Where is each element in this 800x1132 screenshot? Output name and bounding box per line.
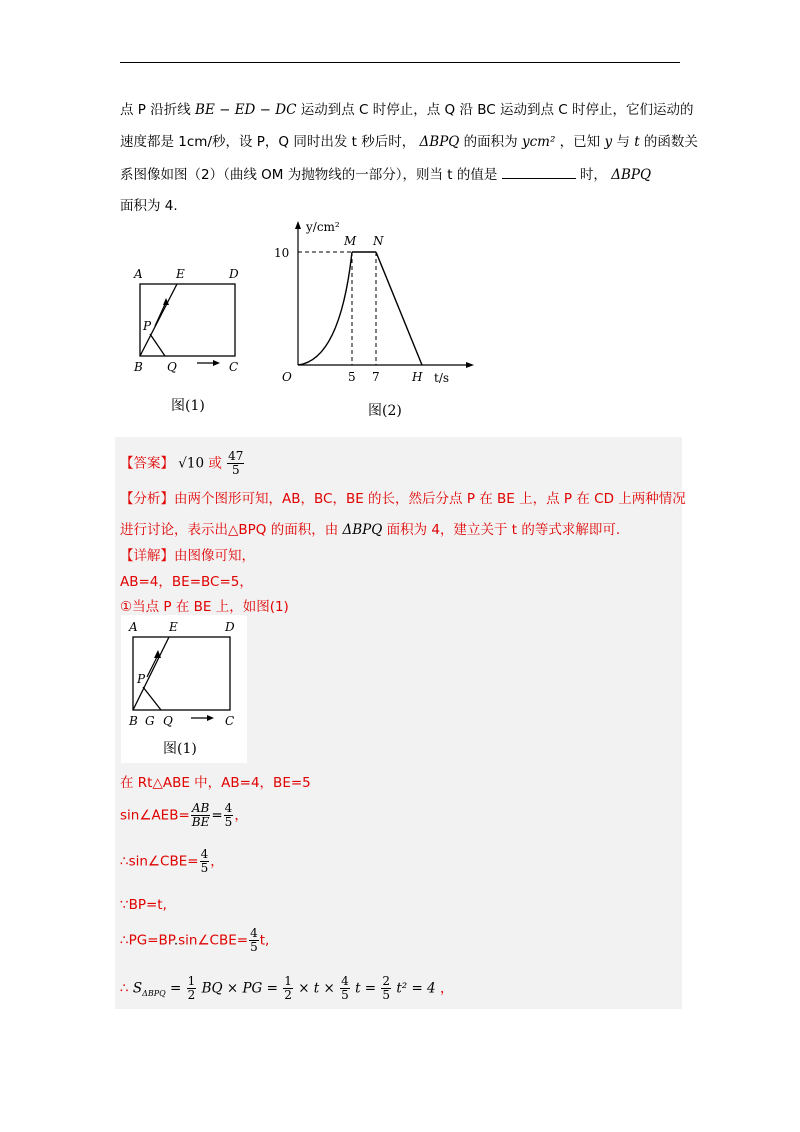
problem-line-1 [120,98,694,118]
fraction-4-5: $\frac{4}{5}$ [200,847,209,875]
problem-line-3 [120,163,651,183]
fraction-4-5: $\frac{4}{5}$ [250,926,258,954]
label-c: C [225,714,235,728]
math-path: BE − ED − DC [195,102,297,118]
text: ， [210,853,224,870]
x-axis-arrow [466,362,474,368]
label-p: P [137,672,146,686]
text: sin∠CBE= [178,932,249,949]
label-q: Q [167,360,177,374]
label-e: E [176,267,185,281]
math-triangle: ΔBPQ [419,134,460,150]
math-triangle: ΔBPQ [342,522,383,538]
fraction-1-2: $\frac{1}{2}$ [187,974,196,1002]
figure-1-detail-caption: 图(1) [163,741,197,757]
detail-line-4 [120,771,311,791]
sin-cbe-line [120,848,224,875]
pg-line [120,927,269,954]
segment-nh [376,252,422,365]
text: 运动到点 C 时停止，点 Q 沿 BC 运动到点 C 时停止，它们运动的 [300,102,694,118]
math-bq-pg: BQ × PG = [201,980,278,997]
y-axis-label: y/cm² [306,220,340,234]
answer-or: 或 [208,455,222,472]
text: 与 [616,134,630,150]
math-unit: ycm² [521,134,556,150]
text: 点 P 沿折线 [120,102,191,118]
segment-pq [150,334,165,356]
answer-sqrt: √10 [178,455,205,472]
text: 面积为 4，建立关于 t 的等式求解即可. [386,522,621,538]
label-g: G [145,714,155,728]
text: 由两个图形可知，AB，BC，BE 的长，然后分点 P 在 BE 上，点 P 在 CD 上两种情况 [174,491,686,507]
text: t, [259,932,270,949]
answer-blank[interactable] [502,166,576,179]
text: ∴sin∠CBE= [120,853,199,870]
text: 时， [579,167,607,183]
text: 在 Rt△ABE 中，AB=4，BE=5 [120,775,311,791]
math-sub: ΔBPQ [142,989,166,999]
math-triangle: ΔBPQ [611,167,652,183]
label-b: B [134,360,143,374]
tick-10: 10 [274,246,290,260]
figure-2-caption: 图(2) [368,403,402,419]
label-o: O [282,370,292,384]
label-q: Q [163,714,173,728]
arrow-p [155,302,166,326]
text: ， [234,807,248,824]
dot: . [173,932,179,949]
fraction-4-5: $\frac{4}{5}$ [341,974,349,1002]
label-n: N [373,234,384,248]
answer-tag: 【答案】 [120,455,174,472]
label-d: D [229,267,239,281]
equals: = [170,980,182,997]
label-a: A [129,620,138,634]
math-t: × t × [298,980,335,997]
text: ①当点 P 在 BE 上，如图(1) [120,599,289,615]
text: sin∠AEB= [120,807,190,824]
text: 的面积为 [463,134,518,150]
arrow-q-head [213,360,220,366]
label-a: A [134,267,143,281]
math-t: t [634,134,640,150]
answer-fraction: $\frac{47}{5}$ [228,449,244,477]
label-p: P [143,319,152,333]
tick-5: 5 [348,370,356,384]
figure-1 [125,260,255,420]
text: ∴PG=BP [120,932,174,949]
math-t: t = [355,980,377,997]
label-e: E [169,620,178,634]
bp-line [120,897,167,913]
problem-line-2 [120,130,698,150]
y-axis-arrow [295,221,301,229]
math-result: t² = 4 [396,980,436,997]
label-c: C [229,360,239,374]
fraction-1-2: $\frac{1}{2}$ [284,974,292,1002]
therefore: ∴ [120,980,129,997]
answer-line [120,450,245,477]
area-line [120,975,453,1002]
fraction-2-5: $\frac{2}{5}$ [382,974,391,1002]
text: 速度都是 1cm/秒，设 P，Q 同时出发 t 秒后时， [120,134,416,150]
text: 面积为 4. [120,198,178,214]
text: 进行讨论，表示出△BPQ 的面积，由 [120,522,339,538]
text: ∵BP=t, [120,897,167,913]
math-y: y [604,134,613,150]
figure-1-detail [121,615,247,763]
text: ，已知 [559,134,601,150]
label-d: D [225,620,235,634]
equals: = [211,807,223,824]
analysis-line-2 [120,518,620,538]
figure-1-caption: 图(1) [171,398,205,414]
math-s: S [132,980,143,997]
fraction-4-5: $\frac{4}{5}$ [224,801,233,829]
text: ， [439,980,454,997]
sin-aeb-line [120,802,248,829]
analysis-line-1 [120,487,686,507]
detail-line-3 [120,595,289,615]
figure-2 [270,215,480,425]
detail-line-2 [120,570,253,590]
header-rule [120,62,680,63]
fraction-ab-be: $\frac{AB}{BE}$ [191,801,210,829]
text: 系图像如图（2）（曲线 OM 为抛物线的一部分），则当 t 的值是 [120,167,498,183]
problem-line-4 [120,194,178,214]
detail-tag: 【详解】 [120,548,174,564]
label-m: M [344,234,357,248]
text: 由图像可知， [174,548,255,564]
analysis-tag: 【分析】 [120,491,174,507]
x-axis-label: t/s [434,371,450,385]
detail-line-1 [120,544,255,564]
tick-7: 7 [372,370,380,384]
text: 的函数关 [643,134,698,150]
label-h: H [412,370,423,384]
curve-om [298,252,352,365]
text: AB=4，BE=BC=5， [120,574,253,590]
label-b: B [129,714,138,728]
rectangle-abcd [140,284,235,356]
